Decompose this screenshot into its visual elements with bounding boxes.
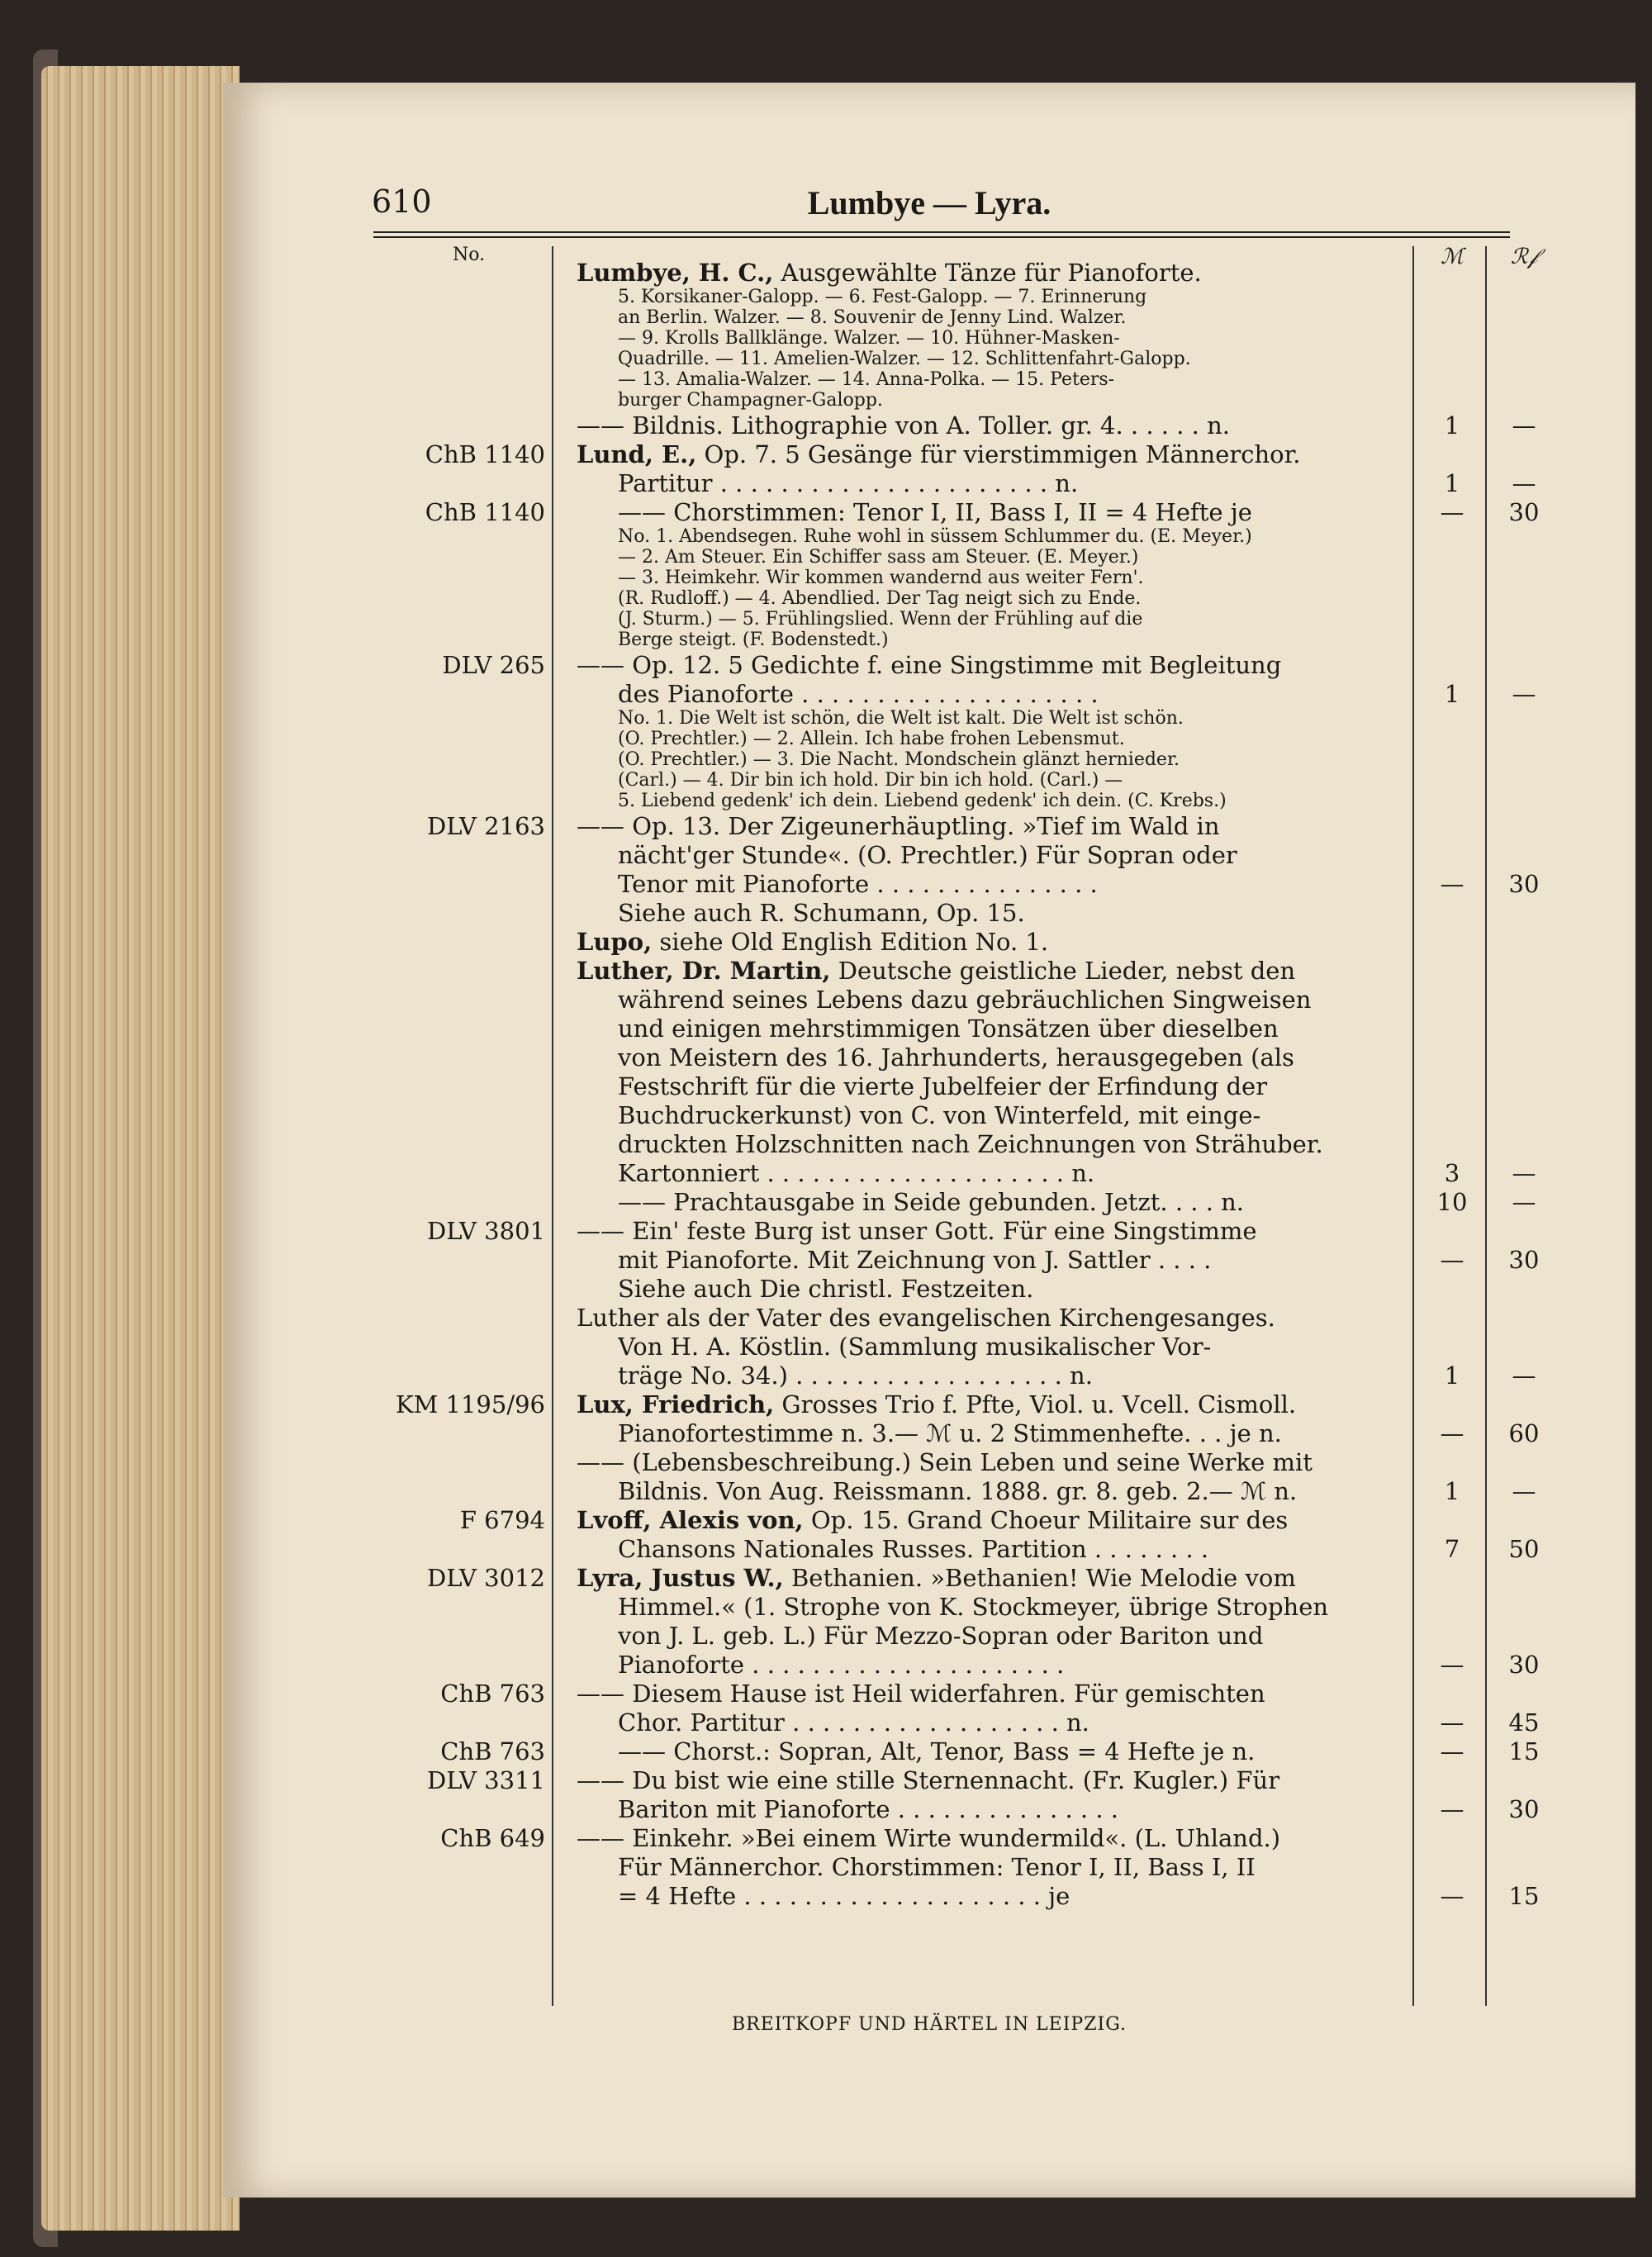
contents-line: burger Champagner-Galopp. <box>618 390 883 411</box>
entry-line: —— Diesem Hause ist Heil widerfahren. Für gemischten <box>577 1680 1265 1708</box>
page-number: 610 <box>372 183 432 220</box>
entry-line: von Meistern des 16. Jahrhunderts, herausgegeben (als <box>618 1043 1294 1071</box>
column-header-no: No. <box>453 245 486 265</box>
price-pfennig: — <box>1512 1477 1536 1505</box>
entry-line: Buchdruckerkunst) von C. von Winterfeld, mit einge- <box>618 1101 1261 1129</box>
entry-line: Lupo, siehe Old English Edition No. 1. <box>577 928 1049 956</box>
contents-line: 5. Liebend gedenk' ich dein. Liebend gedenk' ich dein. (C. Krebs.) <box>618 791 1227 811</box>
price-mark: 1 <box>1444 411 1460 440</box>
page-edges <box>41 66 240 2231</box>
entry-line: Bariton mit Pianoforte . . . . . . . . . . . . . . . <box>618 1795 1119 1823</box>
catalog-number: DLV 3012 <box>426 1564 545 1592</box>
entry-line: Siehe auch R. Schumann, Op. 15. <box>618 899 1025 927</box>
column-divider-no <box>552 246 553 2006</box>
price-mark: — <box>1440 1708 1464 1737</box>
contents-line: Berge steigt. (F. Bodenstedt.) <box>618 630 889 650</box>
entry-line: —— Ein' feste Burg ist unser Gott. Für eine Singstimme <box>577 1217 1257 1245</box>
publisher-footer: BREITKOPF UND HÄRTEL IN LEIPZIG. <box>732 2014 1127 2035</box>
entry-line: Siehe auch Die christl. Festzeiten. <box>618 1275 1034 1303</box>
entry-line: Pianoforte . . . . . . . . . . . . . . . . . . . . . <box>618 1651 1065 1679</box>
contents-line: (R. Rudloff.) — 4. Abendlied. Der Tag neigt sich zu Ende. <box>618 588 1142 609</box>
price-pfennig: 15 <box>1508 1882 1540 1910</box>
entry-line: Lvoff, Alexis von, Op. 15. Grand Choeur Militaire sur des <box>577 1506 1289 1534</box>
entry-line: träge No. 34.) . . . . . . . . . . . . . . . . . . n. <box>618 1361 1093 1390</box>
entry-line: von J. L. geb. L.) Für Mezzo-Sopran oder Bariton und <box>618 1622 1264 1650</box>
price-mark: 7 <box>1444 1535 1460 1563</box>
entry-line: Von H. A. Köstlin. (Sammlung musikalischer Vor- <box>618 1333 1212 1361</box>
catalog-number: DLV 2163 <box>426 812 545 840</box>
contents-line: No. 1. Die Welt ist schön, die Welt ist kalt. Die Welt ist schön. <box>618 708 1184 729</box>
price-pfennig: — <box>1512 469 1536 497</box>
price-pfennig: 30 <box>1508 870 1540 898</box>
price-mark: 1 <box>1444 680 1460 708</box>
entry-line: nächt'ger Stunde«. (O. Prechtler.) Für Sopran oder <box>618 841 1237 869</box>
entry-line: Chor. Partitur . . . . . . . . . . . . . . . . . . n. <box>618 1708 1089 1737</box>
price-mark: — <box>1440 1419 1464 1447</box>
contents-line: (Carl.) — 4. Dir bin ich hold. Dir bin ich hold. (Carl.) — <box>618 770 1123 791</box>
catalog-number: ChB 1140 <box>425 498 545 526</box>
price-pfennig: 45 <box>1508 1708 1540 1737</box>
price-mark: — <box>1440 870 1464 898</box>
entry-line: Luther, Dr. Martin, Deutsche geistliche Lieder, nebst den <box>577 957 1296 985</box>
column-header-pfennig: ℛ𝒻 <box>1510 245 1538 269</box>
contents-line: Quadrille. — 11. Amelien-Walzer. — 12. Schlittenfahrt-Galopp. <box>618 349 1191 369</box>
price-mark: — <box>1440 1882 1464 1910</box>
entry-line: Für Männerchor. Chorstimmen: Tenor I, II, Bass I, II <box>618 1853 1256 1881</box>
contents-line: — 13. Amalia-Walzer. — 14. Anna-Polka. — 15. Peters- <box>618 369 1115 390</box>
entry-line: während seines Lebens dazu gebräuchlichen Singweisen <box>618 986 1312 1014</box>
entry-line: Lumbye, H. C., Ausgewählte Tänze für Pianoforte. <box>577 259 1202 287</box>
header-rule-second <box>373 236 1510 238</box>
entry-line: Tenor mit Pianoforte . . . . . . . . . . . . . . . <box>618 870 1098 898</box>
price-pfennig: 50 <box>1508 1535 1540 1563</box>
entry-line: Chansons Nationales Russes. Partition . . . . . . . . <box>618 1535 1209 1563</box>
price-pfennig: 30 <box>1508 1651 1540 1679</box>
price-pfennig: — <box>1512 411 1536 440</box>
entry-line: —— Op. 12. 5 Gedichte f. eine Singstimme mit Begleitung <box>577 651 1282 679</box>
entry-line: —— Prachtausgabe in Seide gebunden. Jetzt. . . . n. <box>618 1188 1245 1216</box>
contents-line: (J. Sturm.) — 5. Frühlingslied. Wenn der Frühling auf die <box>618 609 1143 630</box>
entry-line: —— Chorstimmen: Tenor I, II, Bass I, II = 4 Hefte je <box>618 498 1252 526</box>
entry-line: —— Einkehr. »Bei einem Wirte wundermild«. (L. Uhland.) <box>577 1824 1281 1852</box>
entry-line: —— Du bist wie eine stille Sternennacht. (Fr. Kugler.) Für <box>577 1766 1280 1794</box>
column-header-mark: ℳ <box>1441 245 1464 269</box>
price-mark: — <box>1440 1737 1464 1765</box>
price-mark: 1 <box>1444 1361 1460 1390</box>
entry-line: Lux, Friedrich, Grosses Trio f. Pfte, Viol. u. Vcell. Cismoll. <box>577 1390 1297 1418</box>
price-pfennig: — <box>1512 1159 1536 1187</box>
contents-line: 5. Korsikaner-Galopp. — 6. Fest-Galopp. — 7. Erinnerung <box>618 287 1147 307</box>
contents-line: — 9. Krolls Ballklänge. Walzer. — 10. Hühner-Masken- <box>618 328 1120 349</box>
entry-line: —— Op. 13. Der Zigeunerhäuptling. »Tief im Wald in <box>577 812 1220 840</box>
price-mark: 1 <box>1444 1477 1460 1505</box>
catalog-number: ChB 763 <box>440 1737 545 1765</box>
entry-line: Festschrift für die vierte Jubelfeier der Erfindung der <box>618 1072 1268 1100</box>
entry-line: des Pianoforte . . . . . . . . . . . . . . . . . . . . <box>618 680 1099 708</box>
catalog-number: DLV 3311 <box>426 1766 545 1794</box>
column-divider-text <box>1412 246 1414 2006</box>
running-head: Lumbye — Lyra. <box>807 184 1051 221</box>
entry-line: Himmel.« (1. Strophe von K. Stockmeyer, übrige Strophen <box>618 1593 1329 1621</box>
entry-line: Kartonniert . . . . . . . . . . . . . . . . . . . . n. <box>618 1159 1095 1187</box>
price-pfennig: 60 <box>1508 1419 1540 1447</box>
contents-line: (O. Prechtler.) — 3. Die Nacht. Mondschein glänzt hernieder. <box>618 749 1180 770</box>
entry-line: Pianofortestimme n. 3.— ℳ u. 2 Stimmenhefte. . . je n. <box>618 1419 1282 1447</box>
catalog-page <box>223 83 1635 2198</box>
price-pfennig: 30 <box>1508 498 1540 526</box>
catalog-number: ChB 649 <box>440 1824 545 1852</box>
price-mark: — <box>1440 1246 1464 1274</box>
price-pfennig: — <box>1512 1361 1536 1390</box>
price-mark: — <box>1440 498 1464 526</box>
price-mark: — <box>1440 1651 1464 1679</box>
contents-line: (O. Prechtler.) — 2. Allein. Ich habe frohen Lebensmut. <box>618 729 1125 749</box>
entry-line: Lund, E., Op. 7. 5 Gesänge für vierstimmigen Männerchor. <box>577 440 1301 468</box>
price-pfennig: — <box>1512 680 1536 708</box>
catalog-number: KM 1195/96 <box>395 1390 545 1418</box>
entry-line: und einigen mehrstimmigen Tonsätzen über dieselben <box>618 1014 1279 1043</box>
contents-line: an Berlin. Walzer. — 8. Souvenir de Jenny Lind. Walzer. <box>618 307 1127 328</box>
entry-line: —— (Lebensbeschreibung.) Sein Leben und seine Werke mit <box>577 1448 1313 1476</box>
contents-line: No. 1. Abendsegen. Ruhe wohl in süssem Schlummer du. (E. Meyer.) <box>618 526 1252 547</box>
entry-line: Luther als der Vater des evangelischen Kirchengesanges. <box>577 1304 1275 1332</box>
contents-line: — 2. Am Steuer. Ein Schiffer sass am Steuer. (E. Meyer.) <box>618 547 1139 568</box>
contents-line: — 3. Heimkehr. Wir kommen wandernd aus weiter Fern'. <box>618 568 1144 588</box>
catalog-number: ChB 763 <box>440 1680 545 1708</box>
price-mark: 10 <box>1436 1188 1468 1216</box>
entry-line: Bildnis. Von Aug. Reissmann. 1888. gr. 8. geb. 2.— ℳ n. <box>618 1477 1298 1505</box>
catalog-number: ChB 1140 <box>425 440 545 468</box>
price-mark: 1 <box>1444 469 1460 497</box>
price-mark: — <box>1440 1795 1464 1823</box>
entry-line: Lyra, Justus W., Bethanien. »Bethanien! Wie Melodie vom <box>577 1564 1296 1592</box>
price-mark: 3 <box>1444 1159 1460 1187</box>
price-pfennig: 30 <box>1508 1795 1540 1823</box>
price-pfennig: 15 <box>1508 1737 1540 1765</box>
price-pfennig: 30 <box>1508 1246 1540 1274</box>
entry-line: druckten Holzschnitten nach Zeichnungen von Strähuber. <box>618 1130 1323 1158</box>
catalog-number: DLV 265 <box>442 651 545 679</box>
entry-line: Partitur . . . . . . . . . . . . . . . . . . . . . . n. <box>618 469 1079 497</box>
price-pfennig: — <box>1512 1188 1536 1216</box>
header-rule <box>373 231 1510 233</box>
entry-line: —— Chorst.: Sopran, Alt, Tenor, Bass = 4 Hefte je n. <box>618 1737 1256 1765</box>
column-divider-mark <box>1485 246 1487 2006</box>
catalog-number: DLV 3801 <box>426 1217 545 1245</box>
entry-line: —— Bildnis. Lithographie von A. Toller. gr. 4. . . . . . n. <box>577 411 1230 440</box>
catalog-number: F 6794 <box>459 1506 545 1534</box>
entry-line: = 4 Hefte . . . . . . . . . . . . . . . . . . . . je <box>618 1882 1070 1910</box>
entry-line: mit Pianoforte. Mit Zeichnung von J. Sattler . . . . <box>618 1246 1212 1274</box>
